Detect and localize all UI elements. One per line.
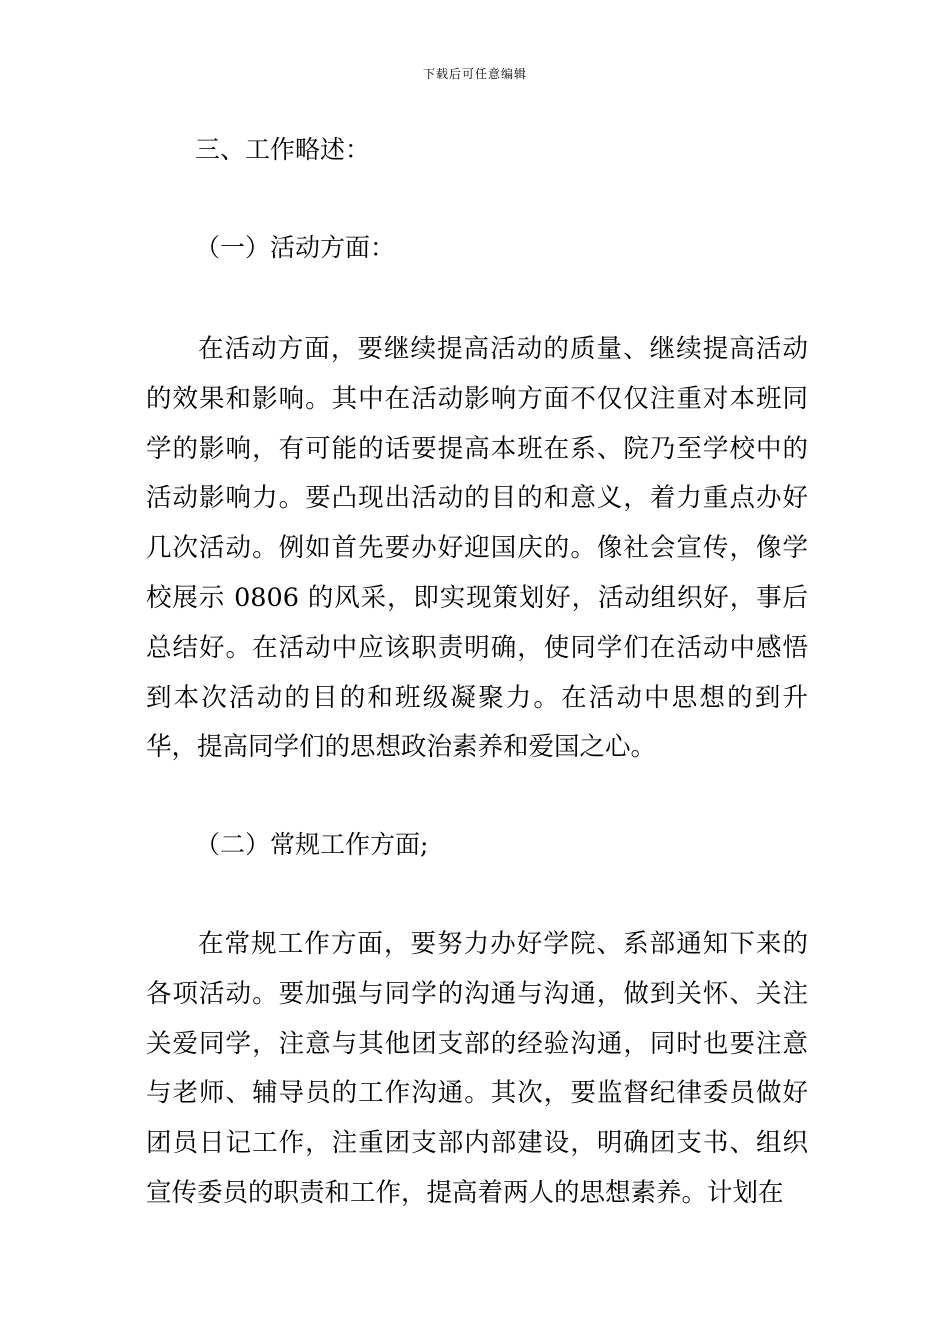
sub-heading-routine: （二）常规工作方面;	[195, 830, 429, 859]
section-heading: 三、工作略述：	[195, 135, 371, 164]
paragraph-routine: 在常规工作方面，要努力办好学院、系部通知下来的各项活动。要加强与同学的沟通与沟通，做到关怀、关注关爱同学，注意与其他团支部的经验沟通，同时也要注意与老师、辅导员的工作沟通。其次，要监督纪律委员做好团员日记工作，注重团支部内部建设，明确团支书、组织宣传委员的职责和工作，提高着两人的思想素养。计划在	[146, 929, 808, 1208]
paragraph-activity: 在活动方面，要继续提高活动的质量、继续提高活动的效果和影响。其中在活动影响方面不仅仅注重对本班同学的影响，有可能的话要提高本班在系、院乃至学校中的活动影响力。要凸现出活动的目的和意义，着力重点办好几次活动。例如首先要办好迎国庆的。像社会宣传，像学校展示 0806 的风采，即实现策划好，活动组织好，事后总结好。在活动中应该职责明确，使同学们在活动中感悟到本次活动的目的和班级凝聚力。在活动中思想的到升华，提高同学们的思想政治素养和爱国之心。	[146, 334, 808, 763]
header-note: 下载后可任意编辑	[422, 67, 527, 81]
sub-heading-activity: （一）活动方面：	[195, 233, 396, 262]
